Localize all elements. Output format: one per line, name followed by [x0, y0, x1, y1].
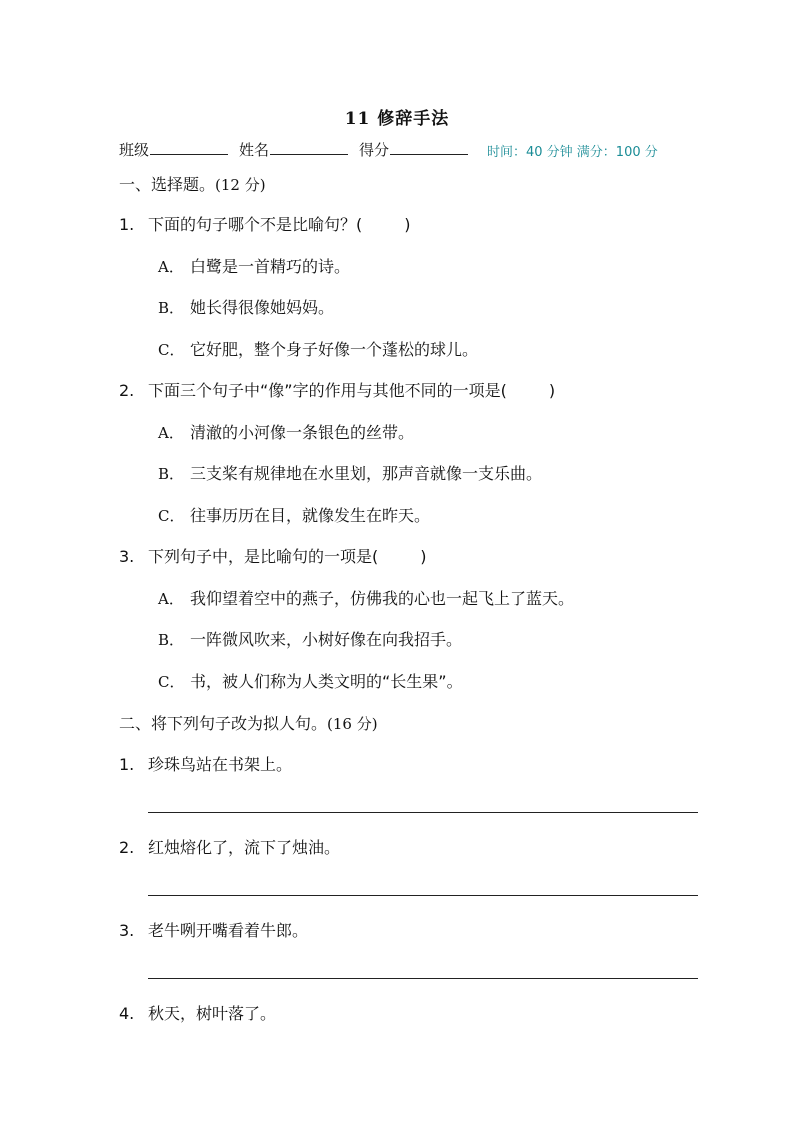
- question-number: 4.: [119, 1004, 135, 1023]
- option-text: 三支桨有规律地在水里划，那声音就像一支乐曲。: [190, 464, 543, 483]
- section1-question-2: [119, 378, 555, 401]
- question-text: 下面三个句子中“像”字的作用与其他不同的一项是(: [148, 381, 507, 400]
- question-number: 3.: [119, 921, 135, 940]
- question-text: 下面的句子哪个不是比喻句？(: [148, 215, 363, 234]
- option-letter: C．: [158, 673, 185, 691]
- answer-line[interactable]: [148, 895, 698, 896]
- question-text: 珍珠鸟站在书架上。: [148, 755, 293, 774]
- section2-heading: [119, 711, 378, 734]
- question-paren-close: ): [420, 547, 427, 566]
- question-text: 下列句子中，是比喻句的一项是(: [148, 547, 379, 566]
- name-blank[interactable]: [270, 140, 348, 155]
- question-text: 红烛熔化了，流下了烛油。: [148, 838, 341, 857]
- section1-heading: [119, 172, 266, 195]
- option-a: [158, 420, 414, 443]
- question-text: 秋天，树叶落了。: [148, 1004, 277, 1023]
- section2-question-4: [119, 1001, 276, 1024]
- answer-line[interactable]: [148, 978, 698, 979]
- option-text: 往事历历在目，就像发生在昨天。: [190, 506, 431, 525]
- score-label: 得分: [359, 141, 390, 159]
- section1-question-1: [119, 212, 411, 235]
- option-letter: C．: [158, 341, 185, 359]
- option-b: [158, 627, 462, 650]
- option-a: [158, 254, 350, 277]
- option-letter: A．: [158, 258, 184, 276]
- option-c: [158, 337, 478, 360]
- name-field: [239, 139, 348, 160]
- question-number: 1.: [119, 755, 135, 774]
- time-and-full-score: 时间：40 分钟 满分：100 分: [487, 145, 658, 160]
- option-text: 我仰望着空中的燕子，仿佛我的心也一起飞上了蓝天。: [190, 589, 575, 608]
- option-letter: B．: [158, 465, 185, 483]
- option-text: 一阵微风吹来，小树好像在向我招手。: [190, 630, 463, 649]
- score-field: [359, 139, 468, 160]
- section2-title: 二、将下列句子改为拟人句。: [119, 714, 328, 733]
- option-letter: B．: [158, 631, 185, 649]
- question-paren-close: ): [548, 381, 556, 400]
- question-number: 1.: [119, 215, 135, 234]
- option-letter: A．: [158, 424, 184, 442]
- name-label: 姓名: [239, 141, 270, 159]
- page-title: 11 修辞手法: [344, 109, 450, 129]
- question-number: 2.: [119, 838, 135, 857]
- option-letter: C．: [158, 507, 185, 525]
- question-paren-close: ): [404, 215, 411, 234]
- section1-score: (12 分): [215, 176, 266, 194]
- class-blank[interactable]: [150, 140, 228, 155]
- option-text: 白鹭是一首精巧的诗。: [190, 257, 351, 276]
- option-a: [158, 586, 574, 609]
- class-field: [119, 139, 228, 160]
- option-c: [158, 503, 430, 526]
- option-c: [158, 669, 463, 692]
- answer-line[interactable]: [148, 812, 698, 813]
- option-text: 它好肥，整个身子好像一个蓬松的球儿。: [190, 340, 479, 359]
- section2-question-1: [119, 752, 292, 775]
- option-text: 清澈的小河像一条银色的丝带。: [190, 423, 415, 442]
- option-b: [158, 295, 334, 318]
- option-text: 书，被人们称为人类文明的“长生果”。: [190, 672, 463, 691]
- option-b: [158, 461, 542, 484]
- question-number: 3.: [119, 547, 135, 566]
- option-letter: A．: [158, 590, 184, 608]
- option-text: 她长得很像她妈妈。: [190, 298, 335, 317]
- section1-title: 一、选择题。: [119, 175, 216, 194]
- section2-score: (16 分): [327, 715, 378, 733]
- score-blank[interactable]: [390, 140, 468, 155]
- option-letter: B．: [158, 299, 185, 317]
- student-info-row: [119, 139, 689, 161]
- section2-question-2: [119, 835, 340, 858]
- question-number: 2.: [119, 381, 135, 400]
- section2-question-3: [119, 918, 308, 941]
- question-text: 老牛咧开嘴看着牛郎。: [148, 921, 309, 940]
- class-label: 班级: [119, 141, 150, 159]
- section1-question-3: [119, 544, 427, 567]
